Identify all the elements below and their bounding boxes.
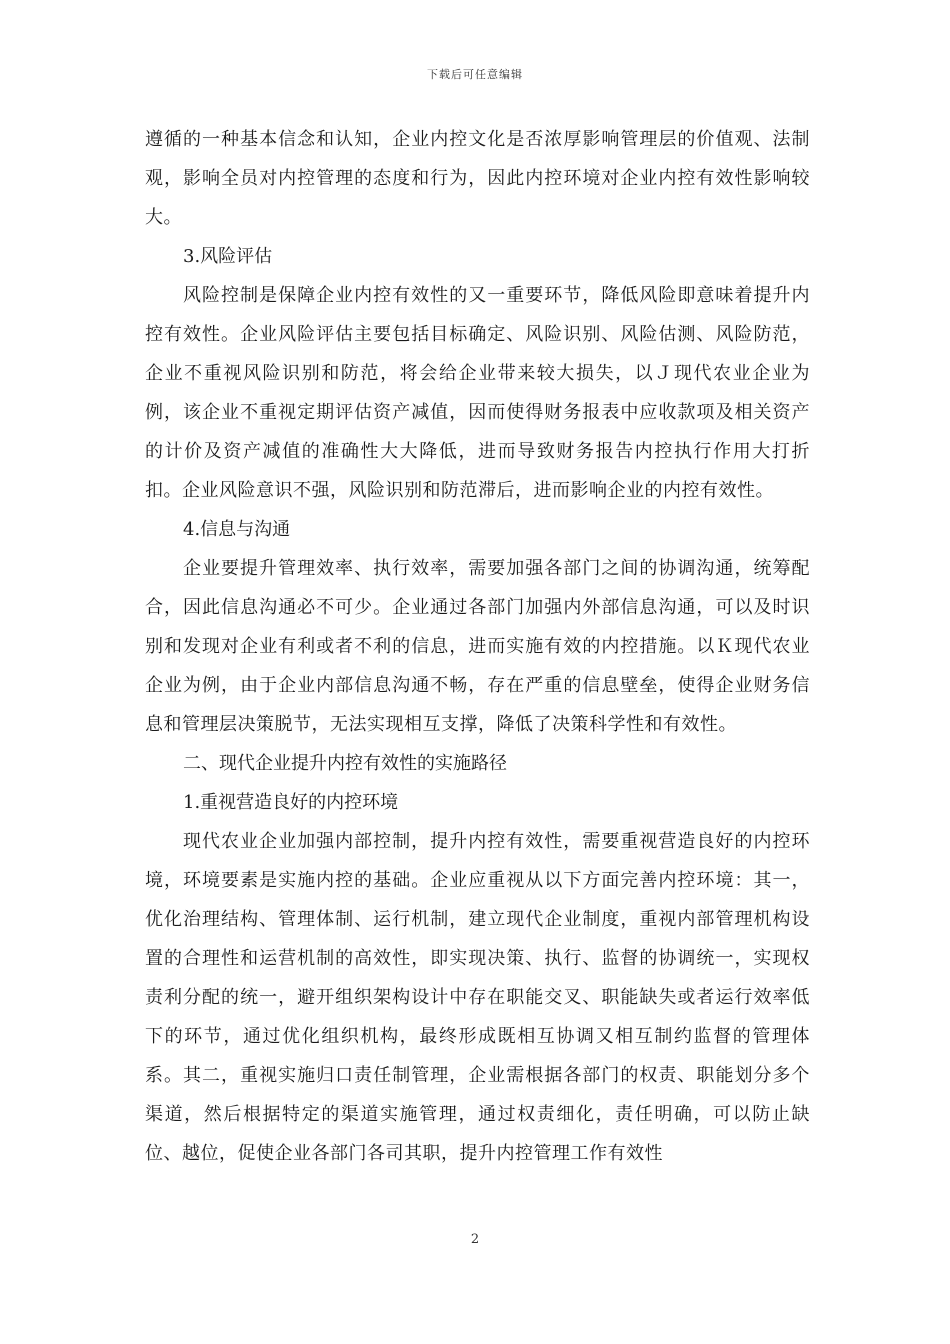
paragraph: 企业要提升管理效率、执行效率，需要加强各部门之间的协调沟通，统筹配合，因此信息沟通必不可少。企业通过各部门加强内外部信息沟通，可以及时识别和发现对企业有利或者不利的信息，进而实施有效的内控措施。以Ｋ现代农业企业为例，由于企业内部信息沟通不畅，存在严重的信息壁垒，使得企业财务信息和管理层决策脱节，无法实现相互支撑，降低了决策科学性和有效性。 [145,558,810,735]
section-heading: 1.重视营造良好的内控环境 [183,792,399,813]
section-heading: 3.风险评估 [183,246,273,267]
section-heading: 4.信息与沟通 [183,519,291,540]
page-body [145,120,810,1173]
paragraph: 风险控制是保障企业内控有效性的又一重要环节，降低风险即意味着提升内控有效性。企业风险评估主要包括目标确定、风险识别、风险估测、风险防范，企业不重视风险识别和防范，将会给企业带来较大损失，以Ｊ现代农业企业为例，该企业不重视定期评估资产减值，因而使得财务报表中应收款项及相关资产的计价及资产减值的准确性大大降低，进而导致财务报告内控执行作用大打折扣。企业风险意识不强，风险识别和防范滞后，进而影响企业的内控有效性。 [145,285,810,501]
page-number: 2 [470,1232,480,1247]
paragraph: 遵循的一种基本信念和认知，企业内控文化是否浓厚影响管理层的价值观、法制观，影响全员对内控管理的态度和行为，因此内控环境对企业内控有效性影响较大。 [145,129,810,228]
page-header: 下载后可任意编辑 [427,68,523,81]
section-heading: 二、现代企业提升内控有效性的实施路径 [183,753,507,774]
paragraph: 现代农业企业加强内部控制，提升内控有效性，需要重视营造良好的内控环境，环境要素是实施内控的基础。企业应重视从以下方面完善内控环境：其一，优化治理结构、管理体制、运行机制，建立现代企业制度，重视内部管理机构设置的合理性和运营机制的高效性，即实现决策、执行、监督的协调统一，实现权责利分配的统一，避开组织架构设计中存在职能交叉、职能缺失或者运行效率低下的环节，通过优化组织机构，最终形成既相互协调又相互制约监督的管理体系。其二，重视实施归口责任制管理，企业需根据各部门的权责、职能划分多个渠道，然后根据特定的渠道实施管理，通过权责细化，责任明确，可以防止缺位、越位，促使企业各部门各司其职，提升内控管理工作有效性 [145,831,810,1164]
